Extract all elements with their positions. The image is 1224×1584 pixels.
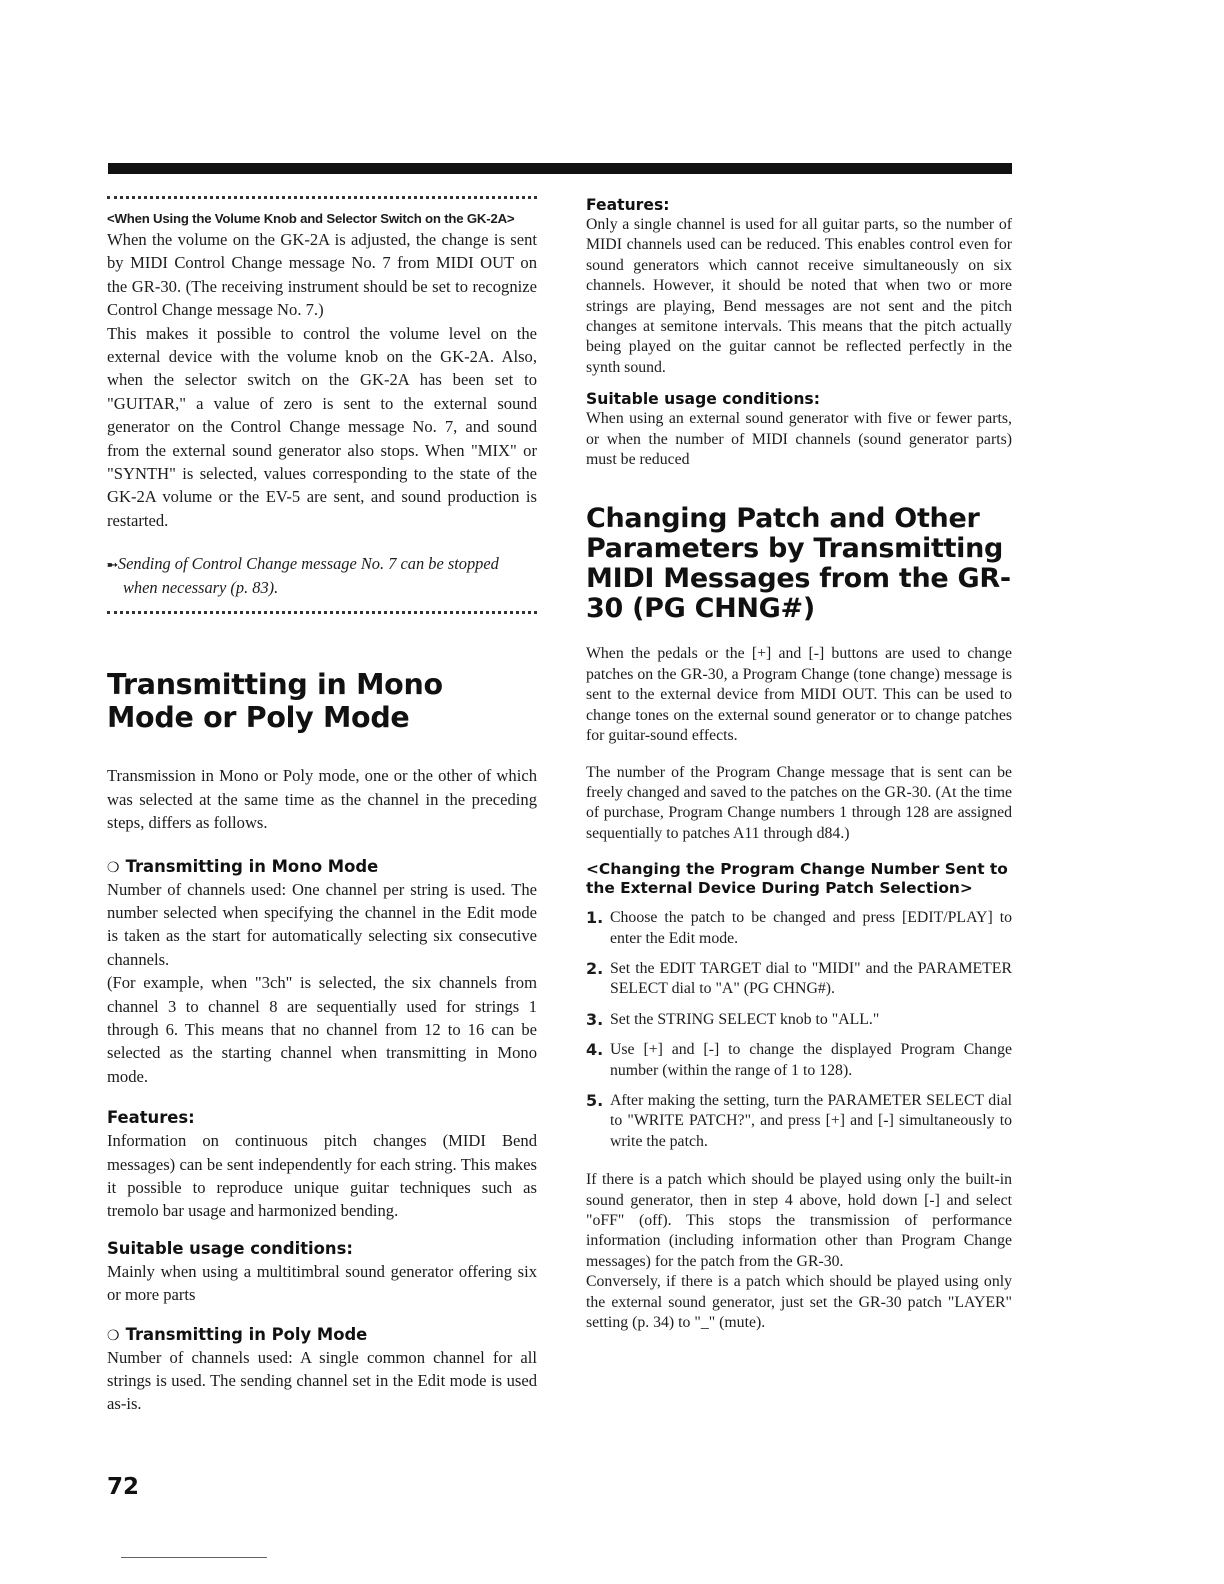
step-item: 3. Set the STRING SELECT knob to "ALL." (586, 1009, 880, 1029)
pg-paragraph-3: If there is a patch which should be played using only the built-in sound generator, then in step 4 above, hold down [-] and select "oFF" (off). This stops the transmission of performance information (including information other than Program Change messages) for the patch from the GR-30. (586, 1171, 1012, 1270)
dotted-divider-top (107, 196, 537, 199)
poly-mode-heading (107, 1325, 537, 1344)
section-title-mono-poly: Transmitting in Mono Mode or Poly Mode (107, 668, 443, 735)
footer-line (121, 1557, 267, 1558)
step-item: 1. Choose the patch to be changed and press [EDIT/PLAY] to enter the Edit mode. (586, 908, 1012, 947)
mono-mode-heading-text: Transmitting in Mono Mode (125, 856, 379, 876)
steps-heading: <Changing the Program Change Number Sent to the External Device During Patch Selection> (586, 860, 1008, 898)
note-title: <When Using the Volume Knob and Selector Switch on the GK-2A> (107, 211, 515, 226)
steps-list (586, 908, 1012, 1152)
poly-paragraph-1: Number of channels used: A single common channel for all strings is used. The sending channel set in the Edit mode is used as-is. (107, 1347, 537, 1414)
poly-conditions-heading: Suitable usage conditions: (586, 390, 820, 409)
section-title-pg-chng: Changing Patch and Other Parameters by Transmitting MIDI Messages from the GR-30 (PG CHNG#) (586, 503, 1011, 625)
section-intro: Transmission in Mono or Poly mode, one or the other of which was selected at the same time as the channel in the preceding steps, differs as follows. (107, 766, 537, 833)
pg-paragraph-1: When the pedals or the [+] and [-] buttons are used to change patches on the GR-30, a Program Change (tone change) message is sent to the external device from MIDI OUT. This can be used to change tones on the external sound generator or to change patches for guitar-sound effects. (586, 645, 1012, 745)
left-column (107, 196, 537, 1416)
note-reference-text: Sending of Control Change message No. 7 can be stopped when necessary (p. 83). (117, 554, 499, 598)
circle-bullet-icon: ❍ (107, 1327, 120, 1344)
note-paragraph-2: This makes it possible to control the volume level on the external device with the volume knob on the GK-2A. Also, when the selector switch on the GK-2A has been set to "GUITAR," a value of zero is sent to the external sound generator on the Control Change message No. 7, and sound from the external sound generator also stops. When "MIX" or "SYNTH" is selected, values corresponding to the state of the GK-2A volume or the EV-5 are sent, and sound production is restarted. (107, 323, 537, 530)
right-column (586, 196, 1012, 1333)
mono-paragraph-1: Number of channels used: One channel per string is used. The number selected when specifying the channel in the Edit mode is taken as the start for automatically selecting six consecutive channels. (107, 879, 537, 969)
step-item: 4. Use [+] and [-] to change the displayed Program Change number (within the range of 1 to 128). (586, 1040, 1012, 1079)
pg-paragraph-4: Conversely, if there is a patch which should be played using only the external sound generator, just set the GR-30 patch "LAYER" setting (p. 34) to "_" (mute). (586, 1273, 1012, 1332)
mono-features-heading: Features: (107, 1108, 195, 1128)
page-number: 72 (107, 1474, 140, 1500)
note-paragraph-1: When the volume on the GK-2A is adjusted, the change is sent by MIDI Control Change message No. 7 from MIDI OUT on the GR-30. (The receiving instrument should be set to recognize Control Change message No. 7.) (107, 230, 537, 320)
mono-paragraph-2: (For example, when "3ch" is selected, the six channels from channel 3 to channel 8 are sequentially used for strings 1 through 6. This means that no channel from 12 to 16 can be selected as the starting channel when transmitting in Mono mode. (107, 973, 537, 1086)
step-item: 2. Set the EDIT TARGET dial to "MIDI" and the PARAMETER SELECT dial to "A" (PG CHNG#). (586, 958, 1012, 998)
arrow-icon: ➸ (107, 557, 118, 573)
circle-bullet-icon: ❍ (107, 859, 120, 876)
dotted-divider-bottom (107, 611, 537, 614)
poly-features-heading: Features: (586, 196, 670, 214)
step-item: 5. After making the setting, turn the PARAMETER SELECT dial to "WRITE PATCH?", and press [+] and [-] simultaneously to write the patch. (586, 1090, 1012, 1150)
poly-mode-heading-text: Transmitting in Poly Mode (125, 1324, 368, 1344)
poly-conditions-text: When using an external sound generator with five or fewer parts, or when the number of MIDI channels (sound generator parts) must be reduced (586, 410, 1012, 469)
poly-features-text: Only a single channel is used for all guitar parts, so the number of MIDI channels used can be reduced. This enables control even for sound generators which cannot receive simultaneously on six channels. However, it should be noted that when two or more strings are playing, Bend messages are not sent and the pitch changes at semitone intervals. This means that the pitch actually being played on the guitar cannot be reflected perfectly in the synth sound. (586, 216, 1012, 376)
header-rule (108, 163, 1012, 174)
mono-conditions-heading: Suitable usage conditions: (107, 1238, 353, 1258)
mono-features-text: Information on continuous pitch changes (MIDI Bend messages) can be sent independently for each string. This makes it possible to reproduce unique guitar techniques such as tremolo bar usage and harmonized bending. (107, 1131, 537, 1221)
pg-paragraph-2: The number of the Program Change message that is sent can be freely changed and saved to the patches on the GR-30. (At the time of purchase, Program Change numbers 1 through 128 are assigned sequentially to patches A11 through d84.) (586, 763, 1012, 842)
mono-conditions-text: Mainly when using a multitimbral sound generator offering six or more parts (107, 1261, 537, 1305)
mono-mode-heading (107, 857, 537, 876)
note-reference (107, 552, 537, 599)
